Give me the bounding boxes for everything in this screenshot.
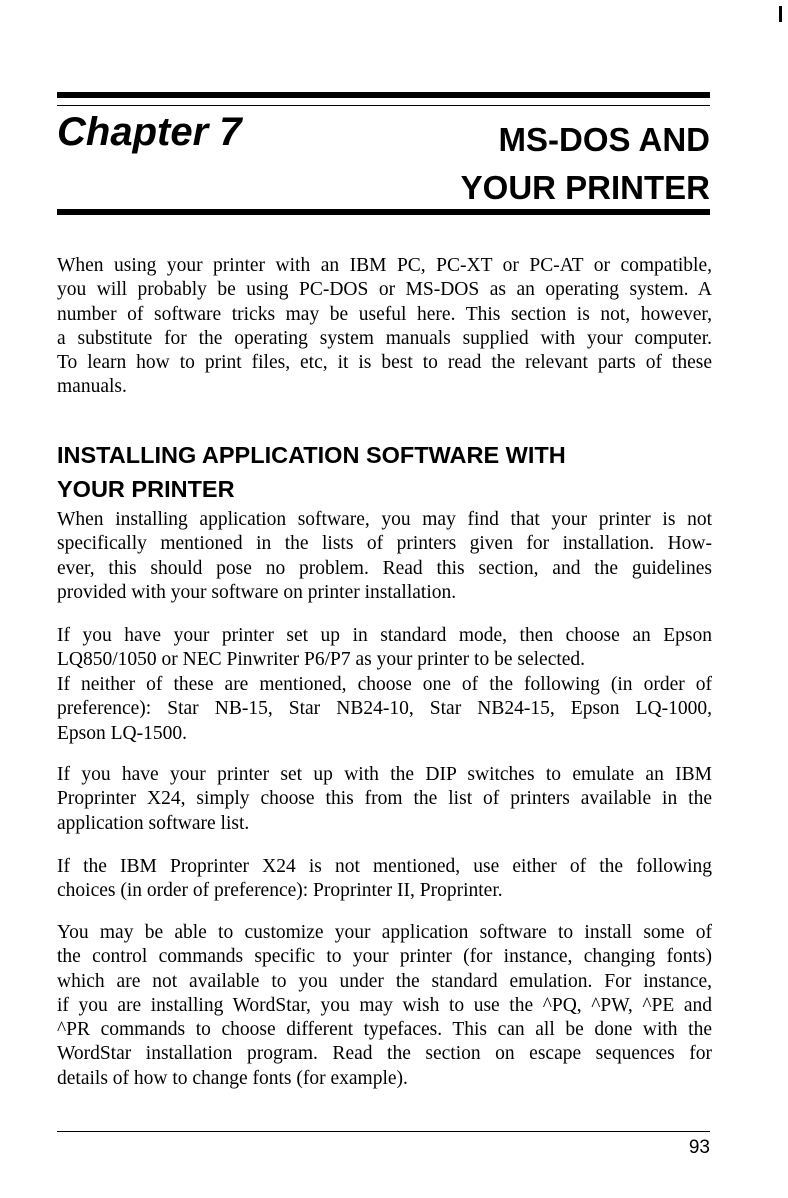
text-line: a substitute for the operating system manuals supplied with your computer. xyxy=(57,327,712,349)
footer-rule xyxy=(57,1131,710,1132)
corner-mark xyxy=(779,6,782,22)
text-line: When using your printer with an IBM PC, PC-XT or PC-AT or compatible, xyxy=(57,255,712,276)
text-line: If neither of these are mentioned, choose one of the following (in order of xyxy=(57,674,712,695)
text-line: details of how to change fonts (for example). xyxy=(57,1067,408,1089)
text-line: provided with your software on printer installation. xyxy=(57,581,457,603)
text-line: LQ850/1050 or NEC Pinwriter P6/P7 as your printer to be selected. xyxy=(57,649,586,671)
text-line: ever, this should pose no problem. Read this section, and the guidelines xyxy=(57,557,712,579)
text-line: If you have your printer set up with the DIP switches to emulate an IBM xyxy=(57,764,712,785)
body-paragraph xyxy=(57,624,712,673)
chapter-title-line: YOUR PRINTER xyxy=(460,169,710,206)
text-line: number of software tricks may be useful here. This section is not, however, xyxy=(57,303,712,325)
body-paragraph xyxy=(57,855,712,904)
header-rule-top xyxy=(57,92,710,98)
text-line: When installing application software, you may find that your printer is not xyxy=(57,509,712,530)
body-paragraph xyxy=(57,508,712,605)
text-line: preference): Star NB-15, Star NB24-10, Star NB24-15, Epson LQ-1000, xyxy=(57,698,712,720)
chapter-title xyxy=(461,116,710,212)
text-line: application software list. xyxy=(57,812,250,834)
text-line: specifically mentioned in the lists of printers given for installation. How- xyxy=(57,533,712,555)
text-line: the control commands specific to your printer (for instance, changing fonts) xyxy=(57,946,712,968)
text-line: WordStar installation program. Read the section on escape sequences for xyxy=(57,1043,712,1065)
text-line: choices (in order of preference): Proprinter II, Proprinter. xyxy=(57,880,503,902)
page-number: 93 xyxy=(688,1137,710,1158)
text-line: To learn how to print files, etc, it is best to read the relevant parts of these xyxy=(57,352,712,374)
text-line: If you have your printer set up in standard mode, then choose an Epson xyxy=(57,625,712,646)
section-heading xyxy=(57,438,717,506)
text-line: manuals. xyxy=(57,376,127,398)
text-line: Epson LQ-1500. xyxy=(57,722,187,744)
text-line: if you are installing WordStar, you may wish to use the ^PQ, ^PW, ^PE and xyxy=(57,994,712,1016)
text-line: ^PR commands to choose different typefaces. This can all be done with the xyxy=(57,1019,712,1041)
body-paragraph xyxy=(57,921,712,1091)
section-heading-line: INSTALLING APPLICATION SOFTWARE WITH xyxy=(57,442,566,468)
chapter-label: Chapter 7 xyxy=(57,110,242,154)
body-paragraph xyxy=(57,763,712,836)
text-line: You may be able to customize your application software to install some of xyxy=(57,922,712,943)
body-paragraph xyxy=(57,673,712,746)
section-heading-line: YOUR PRINTER xyxy=(57,476,235,502)
text-line: which are not available to you under the standard emulation. For instance, xyxy=(57,970,712,992)
text-line: you will probably be using PC-DOS or MS-DOS as an operating system. A xyxy=(57,279,712,301)
chapter-title-line: MS-DOS AND xyxy=(498,121,710,158)
text-line: Proprinter X24, simply choose this from the list of printers available in the xyxy=(57,788,712,810)
header-rule-thin xyxy=(57,105,710,106)
text-line: If the IBM Proprinter X24 is not mentioned, use either of the following xyxy=(57,856,712,877)
intro-paragraph xyxy=(57,254,712,400)
header-rule-bottom xyxy=(57,209,710,215)
